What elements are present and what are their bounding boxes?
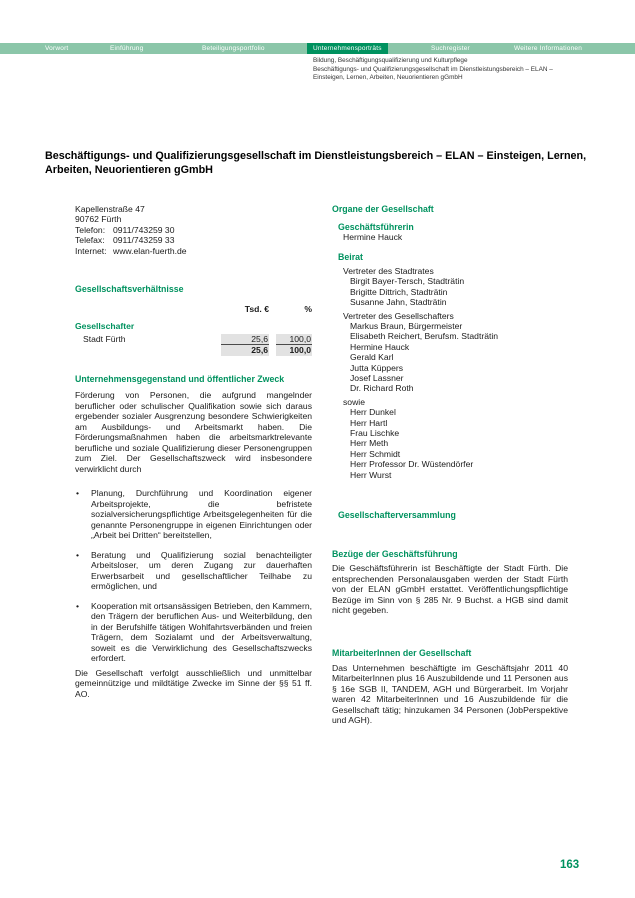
- bullet-text: Beratung und Qualifizierung sozial benachteiligter Arbeitsloser, um deren Zugang zur dauerhaften Erwerbsarbeit und gesellschaftlicher Teilhabe zu ermöglichen, und: [91, 549, 312, 592]
- top-nav-bar: [0, 43, 635, 54]
- person-name: Birgit Bayer-Tersch, Stadträtin: [350, 276, 465, 287]
- breadcrumb: [313, 57, 585, 84]
- left-column: [75, 204, 312, 699]
- employees-text: Das Unternehmen beschäftigte im Geschäftsjahr 2011 40 MitarbeiterInnen plus 16 Auszubildende und 11 Personen aus § 16e SGB II, TANDEM, AGH und Bürgerarbeit. Im Vorjahr waren 42 MitarbeiterInnen und 16 Auszubildende für die Gesellschaft tätig; hinzukamen 34 Personen (JobPerspektive und AGH).: [332, 662, 568, 726]
- breadcrumb-category: Bildung, Beschäftigungsqualifizierung und Kulturpflege: [313, 57, 468, 64]
- purpose-intro: Förderung von Personen, die aufgrund mangelnder beruflicher oder schulischer Qualifikation sowie sich daraus ergebender sozialer Ausgrenzung besondere Schwierigkeiten am Ausbildungs- und Arbeitsmarkt haben. Die Förderungsmaßnahmen haben die arbeitsmarktrelevante berufliche und soziale Qualifizierung dieser Personengruppen zum Ziel. Der Gesellschaftszweck wird insbesondere verwirklicht durch: [75, 390, 312, 474]
- total-pct-value: 100,0: [276, 345, 312, 356]
- contact-fax-row: [75, 235, 312, 245]
- person-name: Herr Hartl: [350, 417, 388, 428]
- right-column: [332, 204, 568, 726]
- bullet-item: [75, 488, 312, 541]
- ownership-heading: Gesellschaftsverhältnisse: [75, 284, 184, 295]
- breadcrumb-page: Beschäftigungs- und Qualifizierungsgesellschaft im Dienstleistungsbereich – ELAN – Einsteigen, Lernen, Arbeiten, Neuorientieren gGmbH: [313, 66, 553, 82]
- contact-city: 90762 Fürth: [75, 214, 122, 225]
- person-name: Elisabeth Reichert, Berufsm. Stadträtin: [350, 331, 499, 342]
- page-title: Beschäftigungs- und Qualifizierungsgesellschaft im Dienstleistungsbereich – ELAN – Einsteigen, Lernen, Arbeiten, Neuorientieren gGmbH: [45, 150, 587, 176]
- purpose-heading: Unternehmensgegenstand und öffentlicher Zweck: [75, 373, 285, 384]
- total-tsd-value: 25,6: [221, 345, 269, 356]
- contact-phone-row: [75, 225, 312, 235]
- fax-value: 0911/743259 33: [113, 235, 175, 246]
- contact-street: Kapellenstraße 47: [75, 204, 145, 214]
- contact-internet-row: [75, 246, 312, 256]
- person-name: Herr Dunkel: [350, 407, 396, 418]
- nav-item-weitere-informationen[interactable]: Weitere Informationen: [514, 45, 583, 52]
- contact-block: [75, 204, 312, 256]
- purpose-bullet-list: [75, 488, 312, 664]
- fax-label: Telefax:: [75, 235, 105, 246]
- remuneration-heading: Bezüge der Geschäftsführung: [332, 548, 458, 559]
- beirat-group-label-gesellschafter: Vertreter des Gesellschafters: [343, 310, 454, 321]
- ownership-table: [75, 304, 312, 356]
- ownership-total-row: [75, 345, 312, 356]
- advisory-board-label: Beirat: [338, 252, 363, 263]
- phone-value: 0911/743259 30: [113, 224, 175, 235]
- beirat-group-label-stadtrat: Vertreter des Stadtrates: [343, 265, 434, 276]
- person-name: Brigitte Dittrich, Stadträtin: [350, 286, 448, 297]
- person-name: Hermine Hauck: [350, 341, 410, 352]
- bullet-item: [75, 601, 312, 664]
- person-name: Herr Schmidt: [350, 448, 401, 459]
- person-name: Herr Professor Dr. Wüstendörfer: [350, 459, 474, 470]
- table-row: [75, 334, 312, 346]
- shareholder-name: Stadt Fürth: [83, 333, 126, 344]
- person-name: Susanne Jahn, Stadträtin: [350, 297, 447, 308]
- beirat-group-names-gesellschafter: [332, 321, 568, 394]
- shareholder-tsd-value: 25,6: [221, 334, 269, 346]
- person-name: Herr Wurst: [350, 469, 392, 480]
- managing-director-name: Hermine Hauck: [343, 232, 403, 242]
- beirat-group-names-sowie: [332, 407, 568, 480]
- bullet-icon: •: [76, 488, 80, 499]
- person-name: Gerald Karl: [350, 352, 394, 363]
- shareholder-pct-value: 100,0: [276, 334, 312, 346]
- managing-director-label: Geschäftsführerin: [338, 221, 414, 232]
- shareholders-meeting-label: Gesellschafterversammlung: [338, 510, 456, 521]
- bullet-text: Kooperation mit ortsansässigen Betrieben, den Kammern, den Trägern der beruflichen Aus- und Weiterbildung, den in der Berufshilfe tätigen Wohlfahrtsverbänden und freien Trägern, dem Sozialamt und der Arbeitsverwaltung, soweit es die Verwirklichung des Gesellschaftszwecks erfordert.: [91, 600, 312, 664]
- ownership-table-header: [75, 304, 312, 315]
- person-name: Markus Braun, Bürgermeister: [350, 320, 463, 331]
- remuneration-text: Die Geschäftsführerin ist Beschäftigte der Stadt Fürth. Die entsprechenden Personalausgaben werden der Stadt Fürth von der ELAN gGmbH erstattet. Veröffentlichungspflichtige Bezüge im Sinn von § 285 Nr. 9 Buchst. a HGB sind damit nicht gegeben.: [332, 563, 568, 616]
- beirat-group-names-stadtrat: [332, 276, 568, 307]
- purpose-outro: Die Gesellschaft verfolgt ausschließlich und unmittelbar gemeinnützige und mildtätige Zwecke im Sinne der §§ 51 ff. AO.: [75, 667, 312, 699]
- bullet-icon: •: [76, 600, 80, 611]
- nav-item-einfuehrung[interactable]: Einführung: [110, 45, 144, 52]
- nav-item-suchregister[interactable]: Suchregister: [431, 45, 470, 52]
- website-link[interactable]: www.elan-fuerth.de: [113, 245, 187, 256]
- person-name: Frau Lischke: [350, 428, 400, 438]
- bullet-text: Planung, Durchführung und Koordination eigener Arbeitsprojekte, die befristete sozialversicherungspflichtige Arbeitsgelegenheiten für die genannte Personengruppe in eigenen Einrichtungen oder „Arbeit bei Dritten“ bereitstellen,: [91, 488, 312, 541]
- shareholder-group-label: Gesellschafter: [75, 321, 135, 332]
- col-header-tsd: Tsd. €: [244, 303, 269, 314]
- nav-item-beteiligungsportfolio[interactable]: Beteiligungsportfolio: [202, 45, 265, 52]
- bullet-icon: •: [76, 549, 80, 560]
- beirat-group-label-sowie: sowie: [343, 396, 365, 407]
- employees-heading: MitarbeiterInnen der Gesellschaft: [332, 648, 472, 658]
- col-header-pct: %: [304, 303, 312, 314]
- nav-item-vorwort[interactable]: Vorwort: [45, 45, 69, 52]
- person-name: Dr. Richard Roth: [350, 383, 414, 394]
- internet-label: Internet:: [75, 245, 107, 256]
- page-number: 163: [560, 859, 580, 871]
- person-name: Josef Lassner: [350, 372, 404, 383]
- bullet-item: [75, 550, 312, 592]
- person-name: Herr Meth: [350, 438, 389, 449]
- shareholder-rows: [75, 334, 312, 346]
- organs-heading: Organe der Gesellschaft: [332, 204, 434, 214]
- nav-item-unternehmensportraets-active[interactable]: Unternehmensporträts: [307, 43, 388, 54]
- person-name: Jutta Küppers: [350, 362, 404, 373]
- phone-label: Telefon:: [75, 224, 106, 235]
